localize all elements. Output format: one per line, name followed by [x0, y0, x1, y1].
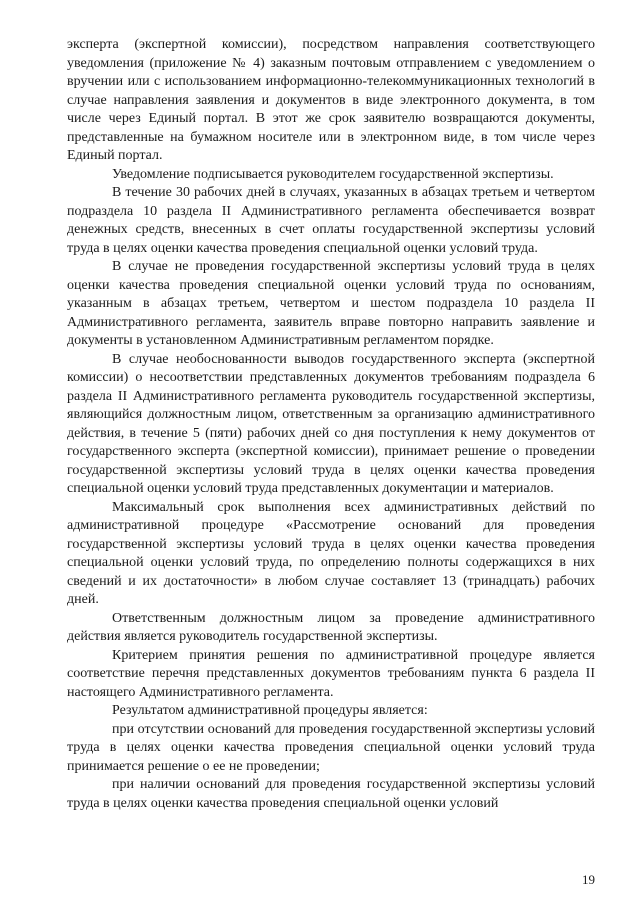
paragraph-result-presence: при наличии оснований для проведения государственной экспертизы условий труда в целях оценки качества проведения специальной оценки условий — [67, 777, 595, 811]
paragraph-unfounded-conclusions: В случае необоснованности выводов государственного эксперта (экспертной комиссии) о несоответствии представленных документов требованиям подраздела 6 раздела II Административного регламента руководитель государственной экспертизы, являющийся должностным лицом, ответственным за организацию административного действия, в течение 5 (пяти) рабочих дней со дня поступления к нему документов от государственного эксперта (экспертной комиссии), принимает решение о проведении государственной экспертизы условий труда в целях оценки качества проведения специальной оценки условий труда представленных документации и материалов. — [67, 351, 595, 496]
paragraph-notice-signature: Уведомление подписывается руководителем государственной экспертизы. — [112, 166, 554, 182]
paragraph-continuation: эксперта (экспертной комиссии), посредством направления соответствующего уведомления (приложение № 4) заказным почтовым отправлением с уведомлением о вручении или с использованием информационно-телекоммуникационных технологий в случае направления заявления и документов в виде электронного документа, в том числе через Единый портал. В этот же срок заявителю возвращаются документы, представленные на бумажном носителе или в электронном виде, в том числе через Единый портал. — [67, 37, 595, 163]
document-page — [67, 36, 595, 813]
paragraph-responsible-official: Ответственным должностным лицом за проведение административного действия является руководитель государственной экспертизы. — [67, 610, 595, 644]
paragraph-result-absence: при отсутствии оснований для проведения государственной экспертизы условий труда в целях оценки качества проведения специальной оценки условий труда принимается решение о ее не проведении; — [67, 721, 595, 774]
paragraph-refund: В течение 30 рабочих дней в случаях, указанных в абзацах третьем и четвертом подраздела 10 раздела II Административного регламента обеспечивается возврат денежных средств, внесенных в счет оплаты государственной экспертизы условий труда в целях оценки качества проведения специальной оценки условий труда. — [67, 185, 595, 256]
paragraph-max-duration: Максимальный срок выполнения всех административных действий по административной процедуре «Рассмотрение оснований для проведения государственной экспертизы условий труда в целях оценки качества проведения специальной оценки условий труда, по определению полноты содержащихся в них сведений и их достаточности» в любом случае составляет 13 (тринадцать) рабочих дней. — [67, 499, 595, 607]
paragraph-result-intro: Результатом административной процедуры является: — [112, 703, 428, 718]
paragraph-decision-criterion: Критерием принятия решения по административной процедуре является соответствие перечня представленных документов требованиям пункта 6 раздела II настоящего Административного регламента. — [67, 647, 595, 700]
paragraph-resubmission: В случае не проведения государственной экспертизы условий труда в целях оценки качества проведения специальной оценки условий труда по основаниям, указанным в абзацах третьем, четвертом и шестом подраздела 10 раздела II Административного регламента, заявитель вправе повторно направить заявление и документы в установленном Административным регламентом порядке. — [67, 259, 595, 348]
page-number: 19 — [582, 872, 595, 887]
